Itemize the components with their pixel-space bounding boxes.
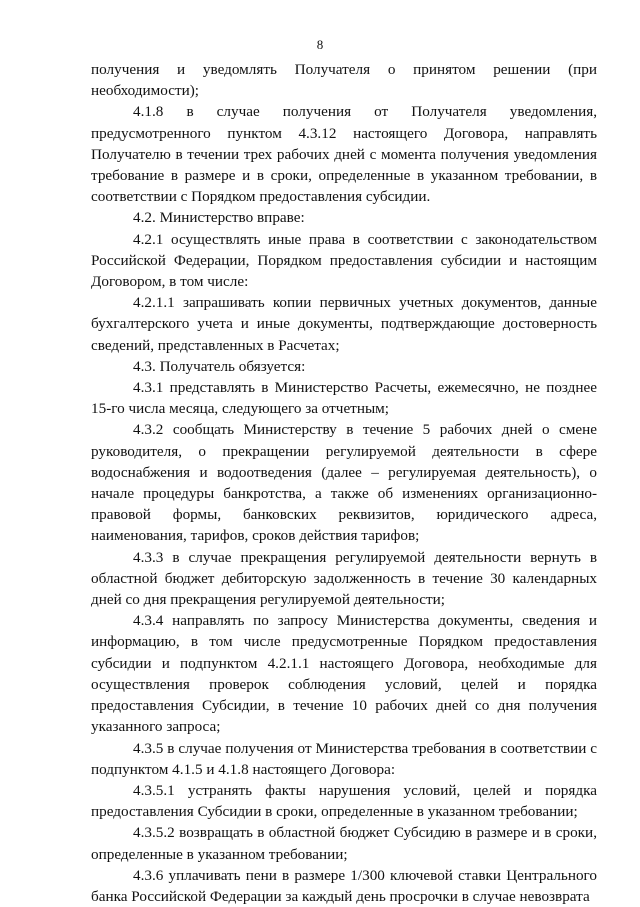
- paragraph-4-3-5-1: 4.3.5.1 устранять факты нарушения условий, целей и порядка предоставления Субсидии в сроки, определенные в указанном требовании;: [91, 781, 597, 821]
- page-number: 8: [316, 37, 324, 52]
- paragraph-4-3-5-2: 4.3.5.2 возвращать в областной бюджет Субсидию в размере и в сроки, определенные в указанном требовании;: [91, 824, 597, 863]
- paragraph-4-2-1: 4.2.1 осуществлять иные права в соответствии с законодательством Российской Федерации, Порядком предоставления субсидии и настоящим Договором, в том числе:: [91, 230, 597, 291]
- paragraph-4-3-4: 4.3.4 направлять по запросу Министерства документы, сведения и информацию, в том числе предусмотренные Порядком предоставления субсидии и подпунктом 4.2.1.1 настоящего Договора, необходимые для осуществления проверок соблюдения условий, целей и порядка предоставления Субсидии, в течение 10 рабочих дней со дня получения указанного запроса;: [91, 612, 597, 736]
- paragraph-4-1-8: 4.1.8 в случае получения от Получателя уведомления, предусмотренного пунктом 4.3.12 настоящего Договора, направлять Получателю в течении трех рабочих дней с момента получения уведомления требование в размере и в сроки, определенные в указанном требовании, в соответствии с Порядком предоставления субсидии.: [91, 103, 597, 206]
- section-heading-4-3: 4.3. Получатель обязуется:: [133, 357, 306, 375]
- paragraph-4-2-1-1: 4.2.1.1 запрашивать копии первичных учетных документов, данные бухгалтерского учета и иные документы, подтверждающие достоверность сведений, представленных в Расчетах;: [91, 294, 597, 354]
- document-body: [91, 59, 597, 907]
- paragraph-continuation: получения и уведомлять Получателя о принятом решении (при необходимости);: [91, 61, 597, 100]
- paragraph-4-3-1: 4.3.1 представлять в Министерство Расчеты, ежемесячно, не позднее 15-го числа месяца, следующего за отчетным;: [91, 379, 597, 418]
- paragraph-4-3-6: 4.3.6 уплачивать пени в размере 1/300 ключевой ставки Центрального банка Российской Федерации за каждый день просрочки в случае невозврата: [91, 866, 597, 905]
- paragraph-4-3-2: 4.3.2 сообщать Министерству в течение 5 рабочих дней о смене руководителя, о прекращении регулируемой деятельности в сфере водоснабжения и водоотведения (далее – регулируемая деятельность), о начале процедуры банкротства, а также об изменениях организационно-правовой формы, банковских реквизитов, юридического адреса, наименования, тарифов, сроков действия тарифов;: [91, 421, 597, 545]
- paragraph-4-3-5: 4.3.5 в случае получения от Министерства требования в соответствии с подпунктом 4.1.5 и 4.1.8 настоящего Договора:: [91, 739, 597, 778]
- section-heading-4-2: 4.2. Министерство вправе:: [133, 209, 305, 227]
- paragraph-4-3-3: 4.3.3 в случае прекращения регулируемой деятельности вернуть в областной бюджет дебиторскую задолженность в течение 30 календарных дней со дня прекращения регулируемой деятельности;: [91, 548, 597, 609]
